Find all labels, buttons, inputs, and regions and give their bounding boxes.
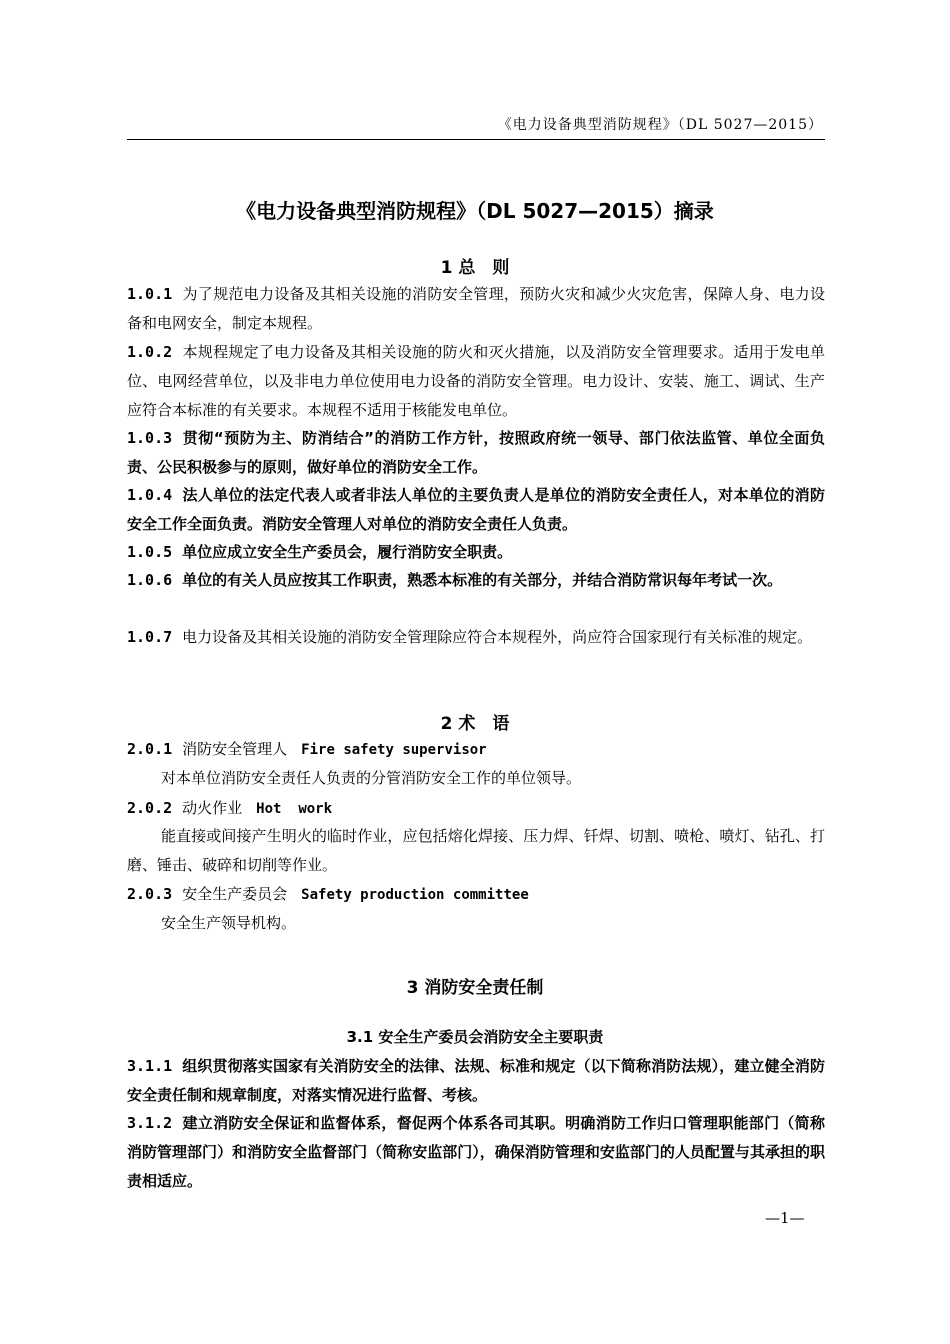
term-2-0-1 [127, 735, 825, 765]
term-2-0-3 [127, 880, 825, 910]
clause-text: 法人单位的法定代表人或者非法人单位的主要负责人是单位的消防安全责任人，对本单位的消防安全工作全面负责。消防安全管理人对单位的消防安全责任人负责。 [127, 486, 825, 533]
running-header: 《电力设备典型消防规程》（DL 5027—2015） [497, 117, 823, 133]
clause-text: 组织贯彻落实国家有关消防安全的法律、法规、标准和规定（以下简称消防法规），建立健全消防安全责任制和规章制度，对落实情况进行监督、考核。 [127, 1057, 825, 1104]
term-definition: 能直接或间接产生明火的临时作业，应包括熔化焊接、压力焊、钎焊、切割、喷枪、喷灯、钻孔、打磨、锤击、破碎和切削等作业。 [127, 827, 825, 874]
clause-number: 1.0.2 [127, 343, 173, 361]
header-rule [127, 139, 825, 140]
term-name: 安全生产委员会 [182, 885, 288, 903]
term-english: Safety production committee [301, 887, 529, 903]
document-title: 《电力设备典型消防规程》（DL 5027—2015）摘录 [236, 199, 714, 223]
clause-text: 单位应成立安全生产委员会，履行消防安全职责。 [182, 543, 513, 561]
clause-number: 1.0.4 [127, 486, 173, 504]
clause-text: 电力设备及其相关设施的消防安全管理除应符合本规程外，尚应符合国家现行有关标准的规定。 [182, 628, 813, 646]
clause-text: 为了规范电力设备及其相关设施的消防安全管理，预防火灾和减少火灾危害，保障人身、电力设备和电网安全，制定本规程。 [127, 285, 825, 332]
clause-text: 贯彻“预防为主、防消结合”的消防工作方针，按照政府统一领导、部门依法监管、单位全面负责、公民积极参与的原则，做好单位的消防安全工作。 [127, 429, 825, 476]
clause-3-1-1 [127, 1052, 825, 1110]
clause-3-1-2 [127, 1109, 825, 1196]
term-number: 2.0.3 [127, 885, 173, 903]
clause-number: 1.0.3 [127, 429, 173, 447]
section-3-1-heading: 3.1 安全生产委员会消防安全主要职责 [346, 1028, 604, 1046]
chapter-3-heading: 3 消防安全责任制 [406, 978, 544, 998]
clause-text: 本规程规定了电力设备及其相关设施的防火和灭火措施，以及消防安全管理要求。适用于发电单位、电网经营单位，以及非电力单位使用电力设备的消防安全管理。电力设计、安装、施工、调试、生产应符合本标准的有关要求。本规程不适用于核能发电单位。 [127, 343, 825, 419]
clause-number: 3.1.1 [127, 1057, 173, 1075]
clause-1-0-2 [127, 338, 825, 425]
clause-number: 1.0.7 [127, 628, 173, 646]
clause-1-0-6 [127, 566, 825, 595]
chapter-2-heading: 2 术 语 [440, 714, 510, 734]
term-definition: 对本单位消防安全责任人负责的分管消防安全工作的单位领导。 [161, 769, 582, 787]
clause-1-0-1 [127, 280, 825, 338]
clause-number: 1.0.6 [127, 571, 173, 589]
clause-text: 建立消防安全保证和监督体系，督促两个体系各司其职。明确消防工作归口管理职能部门（简称消防管理部门）和消防安全监督部门（简称安监部门），确保消防管理和安监部门的人员配置与其承担的职责相适应。 [127, 1114, 825, 1190]
clause-1-0-7 [127, 623, 825, 652]
clause-text: 单位的有关人员应按其工作职责，熟悉本标准的有关部分，并结合消防常识每年考试一次。 [182, 571, 783, 589]
term-name: 动火作业 [182, 799, 243, 817]
clause-1-0-3 [127, 424, 825, 482]
clause-number: 3.1.2 [127, 1114, 173, 1132]
term-2-0-2 [127, 794, 825, 824]
term-name: 消防安全管理人 [182, 740, 288, 758]
term-english: Hot work [256, 801, 333, 817]
clause-1-0-4 [127, 481, 825, 539]
term-number: 2.0.1 [127, 740, 173, 758]
term-english: Fire safety supervisor [301, 742, 487, 758]
clause-number: 1.0.5 [127, 543, 173, 561]
term-number: 2.0.2 [127, 799, 173, 817]
clause-number: 1.0.1 [127, 285, 173, 303]
clause-1-0-5 [127, 538, 825, 567]
term-definition: 安全生产领导机构。 [161, 914, 297, 932]
page-number: —1— [765, 1209, 805, 1227]
chapter-1-heading: 1 总 则 [440, 258, 510, 278]
